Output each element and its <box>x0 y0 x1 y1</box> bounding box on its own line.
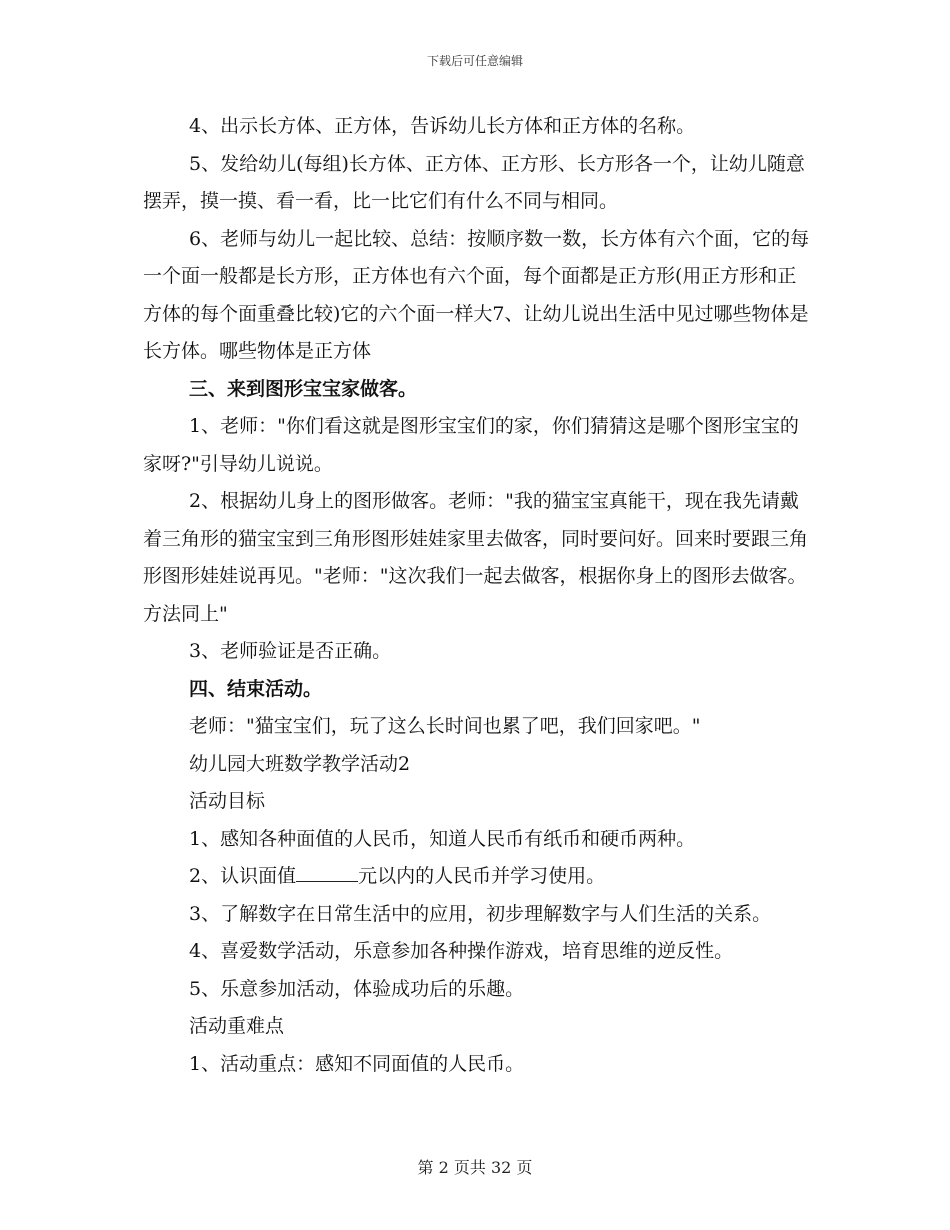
page-header: 下载后可任意编辑 <box>426 54 523 68</box>
paragraph-step-2: 2、根据幼儿身上的图形做客。老师："我的猫宝宝真能干，现在我先请戴着三角形的猫宝宝到三角形图形娃娃家里去做客，同时要问好。回来时要跟三角形图形娃娃说再见。"老师："这次我们一起去做客，根据你身上的图形去做客。方法同上" <box>143 490 809 625</box>
fill-in-blank <box>296 863 358 882</box>
paragraph-step-1: 1、老师："你们看这就是图形宝宝们的家，你们猜猜这是哪个图形宝宝的家呀?"引导幼儿说说。 <box>143 415 799 475</box>
activity-title: 幼儿园大班数学教学活动2 <box>189 752 411 775</box>
key-point-1: 1、活动重点：感知不同面值的人民币。 <box>189 1052 525 1075</box>
section-heading-3: 三、来到图形宝宝家做客。 <box>189 377 418 400</box>
objective-2-after: 元以内的人民币并学习使用。 <box>358 865 606 887</box>
objective-3: 3、了解数字在日常生活中的应用，初步理解数字与人们生活的关系。 <box>189 902 772 925</box>
objective-5: 5、乐意参加活动，体验成功后的乐趣。 <box>189 977 525 1000</box>
paragraph-item-6: 6、老师与幼儿一起比较、总结：按顺序数一数，长方体有六个面，它的每一个面一般都是长方形，正方体也有六个面，每个面都是正方形(用正方形和正方体的每个面重叠比较)它的六个面一样大7、让幼儿说出生活中见过哪些物体是长方体。哪些物体是正方体 <box>143 227 810 362</box>
paragraph-item-4: 4、出示长方体、正方体，告诉幼儿长方体和正方体的名称。 <box>189 115 696 137</box>
document-body <box>143 108 813 1083</box>
objective-1: 1、感知各种面值的人民币，知道人民币有纸币和硬币两种。 <box>189 827 696 850</box>
paragraph-step-3: 3、老师验证是否正确。 <box>189 640 392 662</box>
objective-2 <box>143 858 813 896</box>
paragraph-teacher-quote: 老师："猫宝宝们，玩了这么长时间也累了吧，我们回家吧。" <box>189 715 701 737</box>
objectives-heading: 活动目标 <box>189 790 266 812</box>
objective-2-before: 2、认识面值 <box>189 865 297 887</box>
objective-4: 4、喜爱数学活动，乐意参加各种操作游戏，培育思维的逆反性。 <box>189 940 734 962</box>
section-heading-4: 四、结束活动。 <box>189 677 323 700</box>
key-points-heading: 活动重难点 <box>189 1015 285 1037</box>
page-footer: 第 2 页共 32 页 <box>417 1158 533 1177</box>
paragraph-item-5: 5、发给幼儿(每组)长方体、正方体、正方形、长方形各一个，让幼儿随意摆弄，摸一摸、看一看，比一比它们有什么不同与相同。 <box>143 152 805 212</box>
